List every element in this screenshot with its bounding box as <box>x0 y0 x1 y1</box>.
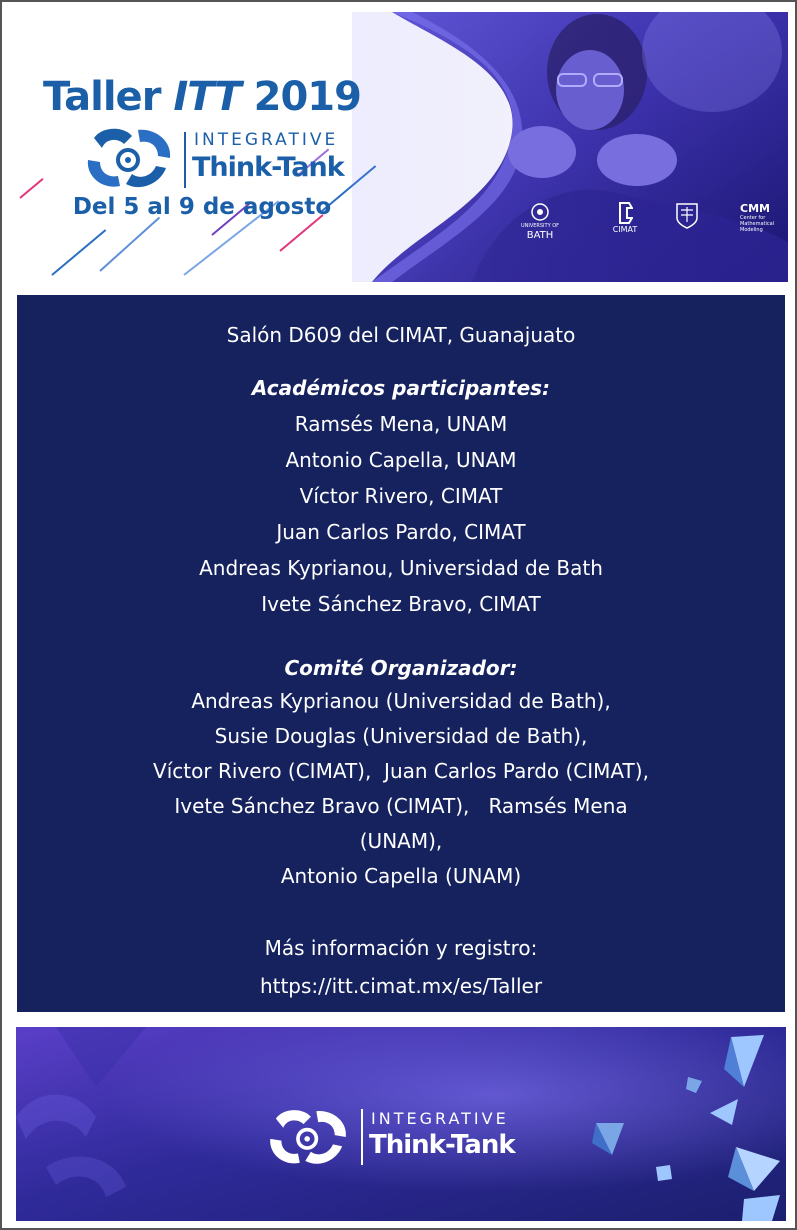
itt-logo-icon <box>263 1103 355 1171</box>
brand-line2: Think-Tank <box>192 152 344 183</box>
footer-brand-line1: INTEGRATIVE <box>371 1109 509 1128</box>
bath-small-label: UNIVERSITY OF <box>520 223 560 229</box>
participant-line: Ramsés Mena, UNAM <box>294 412 508 436</box>
brand-line1: INTEGRATIVE <box>194 130 339 150</box>
bath-label: BATH <box>526 230 554 241</box>
registration-link[interactable]: https://itt.cimat.mx/es/Taller <box>259 974 543 998</box>
event-dates: Del 5 al 9 de agosto <box>72 194 332 220</box>
cimat-mark-icon <box>617 202 633 224</box>
itt-logo-icon <box>80 122 180 194</box>
info-label: Más información y registro: <box>264 936 538 960</box>
unam-shield-icon <box>675 202 699 230</box>
title-prefix: Taller <box>43 74 174 120</box>
decorative-line <box>51 229 106 276</box>
footer-brand-divider <box>361 1109 363 1165</box>
committee-section <box>17 655 785 894</box>
venue: Salón D609 del CIMAT, Guanajuato <box>226 323 576 347</box>
footer-banner <box>16 1027 786 1221</box>
cimat-logo <box>608 202 642 234</box>
bath-logo <box>504 202 576 241</box>
committee-line: (UNAM), <box>359 829 443 853</box>
committee-line: Víctor Rivero (CIMAT), Juan Carlos Pardo (CIMAT), <box>153 759 649 783</box>
event-title <box>32 74 372 120</box>
footer-brand-line2: Think-Tank <box>369 1130 515 1160</box>
participants-section <box>17 375 785 622</box>
title-suffix: 2019 <box>240 74 361 120</box>
itt-brand <box>80 122 370 194</box>
participant-line: Ivete Sánchez Bravo, CIMAT <box>261 592 541 616</box>
participant-line: Andreas Kyprianou, Universidad de Bath <box>199 556 603 580</box>
title-emphasis: ITT <box>173 74 241 120</box>
participant-line: Víctor Rivero, CIMAT <box>299 484 503 508</box>
committee-line: Andreas Kyprianou (Universidad de Bath), <box>191 689 611 713</box>
decorative-line <box>99 217 160 272</box>
cmm-sub-label: Center for Mathematical Modeling <box>740 215 775 233</box>
committee-line: Ivete Sánchez Bravo (CIMAT), Ramsés Mena <box>174 794 628 818</box>
info-panel <box>17 295 785 1012</box>
cmm-label: CMM <box>740 202 770 215</box>
participant-line: Juan Carlos Pardo, CIMAT <box>276 520 526 544</box>
cmm-logo <box>740 202 788 233</box>
unam-logo <box>672 202 702 230</box>
partner-logos <box>504 202 784 252</box>
registration-info <box>17 929 785 1005</box>
header-banner <box>12 12 788 282</box>
bath-crest-icon <box>530 202 550 222</box>
footer-itt-brand <box>263 1103 543 1175</box>
participants-title: Académicos participantes: <box>251 376 551 400</box>
committee-line: Susie Douglas (Universidad de Bath), <box>214 724 588 748</box>
committee-title: Comité Organizador: <box>284 656 518 680</box>
committee-line: Antonio Capella (UNAM) <box>280 864 522 888</box>
participant-line: Antonio Capella, UNAM <box>285 448 517 472</box>
cimat-label: CIMAT <box>612 225 638 234</box>
brand-divider <box>184 132 186 188</box>
